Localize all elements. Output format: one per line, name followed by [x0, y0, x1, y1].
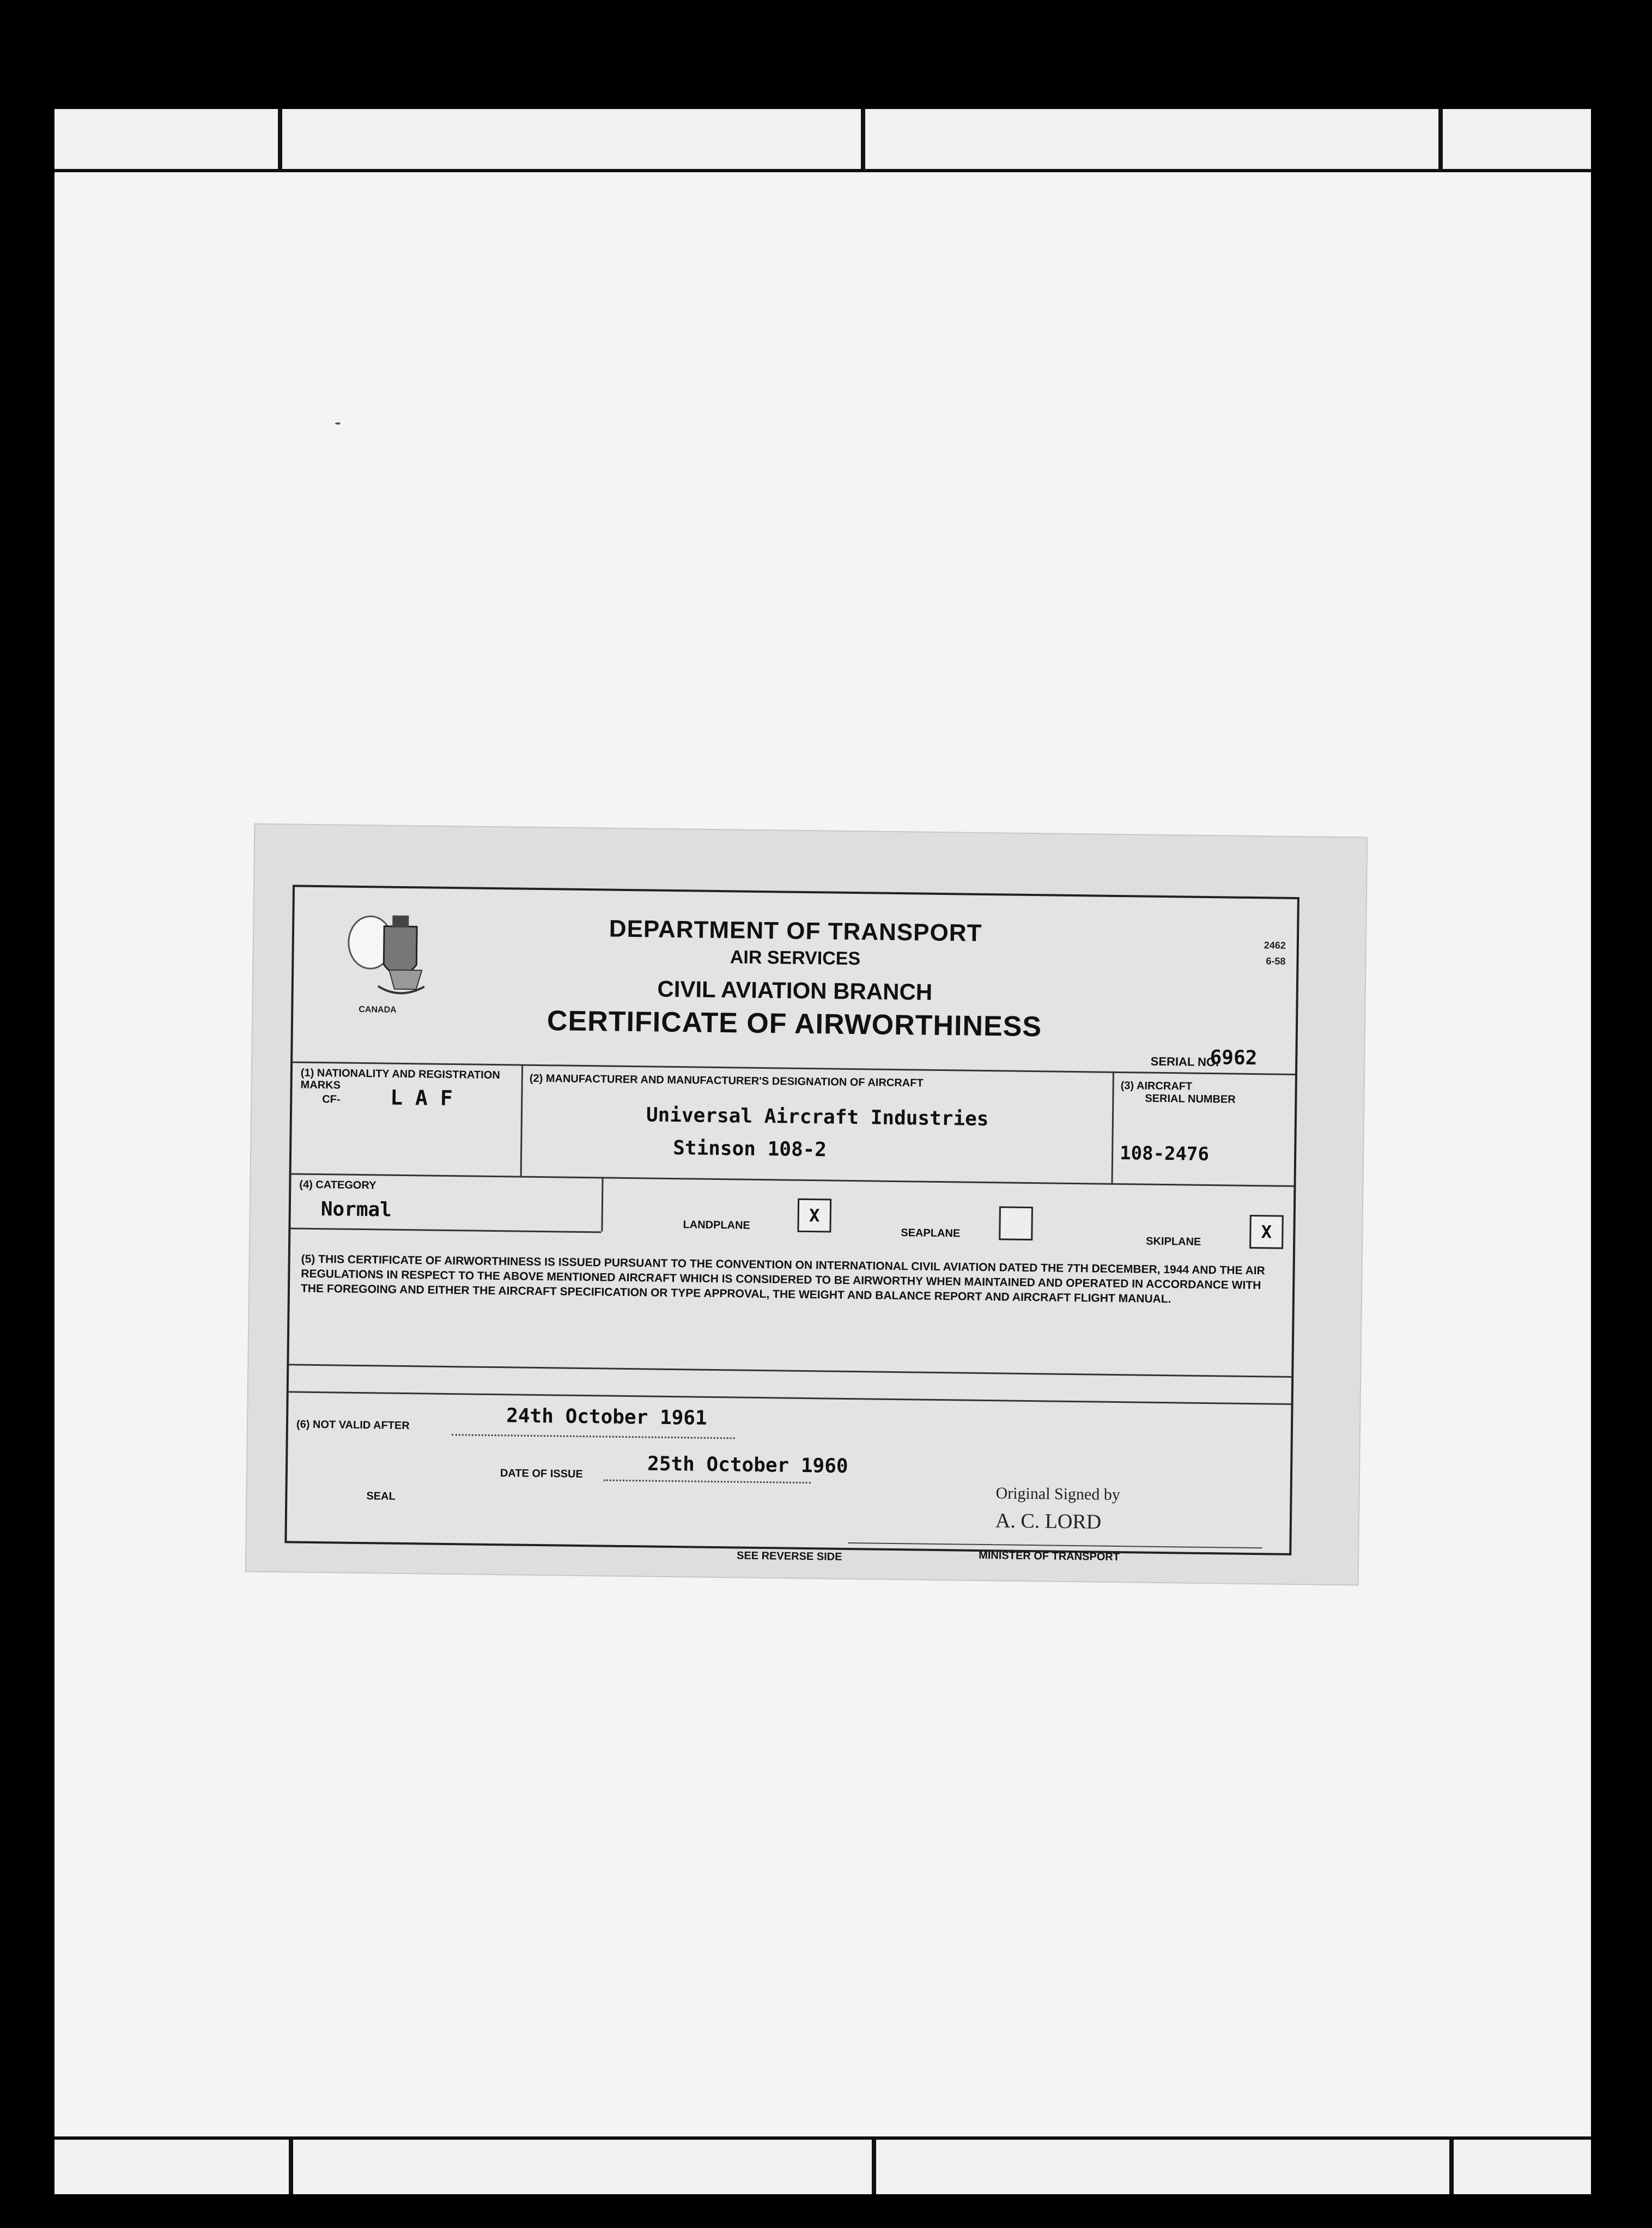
signature-line	[848, 1542, 1262, 1548]
see-reverse-note: SEE REVERSE SIDE	[736, 1549, 842, 1563]
frame-top-strip	[54, 109, 1591, 172]
landplane-label: LANDPLANE	[683, 1219, 750, 1232]
aircraft-serial-label-2: SERIAL NUMBER	[1145, 1092, 1236, 1106]
seaplane-checkbox	[999, 1206, 1033, 1240]
minister-label: MINISTER OF TRANSPORT	[979, 1549, 1120, 1564]
services-heading: AIR SERVICES	[730, 947, 861, 970]
divider	[289, 1364, 1291, 1377]
date-of-issue-label: DATE OF ISSUE	[500, 1467, 583, 1481]
seaplane-label: SEAPLANE	[901, 1227, 961, 1240]
certificate-title: CERTIFICATE OF AIRWORTHINESS	[546, 1005, 1042, 1043]
frame-divider	[1438, 109, 1443, 169]
signer-name: A. C. LORD	[995, 1509, 1102, 1534]
manufacturer-value: Universal Aircraft Industries	[646, 1104, 989, 1131]
divider	[1112, 1071, 1115, 1183]
category-value: Normal	[320, 1198, 392, 1221]
form-date: 6-58	[1266, 955, 1286, 967]
manufacturer-label: (2) MANUFACTURER AND MANUFACTURER'S DESIGNATION OF AIRCRAFT	[529, 1072, 924, 1089]
original-signed-note: Original Signed by	[995, 1484, 1121, 1504]
frame-divider	[278, 109, 282, 169]
landplane-checkbox: X	[797, 1198, 831, 1233]
frame-divider	[289, 2140, 293, 2194]
category-label: (4) CATEGORY	[299, 1178, 376, 1192]
divider	[601, 1177, 603, 1231]
skiplane-label: SKIPLANE	[1146, 1235, 1201, 1248]
divider	[520, 1064, 524, 1176]
aircraft-serial-label-1: (3) AIRCRAFT	[1120, 1080, 1193, 1093]
dust-speck	[335, 422, 341, 425]
divider	[290, 1227, 601, 1233]
nationality-label: (1) NATIONALITY AND REGISTRATION MARKS	[300, 1067, 500, 1092]
frame-bottom-strip	[54, 2136, 1591, 2194]
seal-label: SEAL	[366, 1490, 396, 1503]
date-of-issue-value: 25th October 1960	[647, 1452, 848, 1478]
aircraft-serial-value: 108-2476	[1119, 1142, 1210, 1166]
form-number-value: 2462	[1264, 940, 1286, 951]
not-valid-after-label: (6) NOT VALID AFTER	[296, 1418, 410, 1432]
divider	[289, 1391, 1291, 1404]
frame-divider	[861, 109, 865, 169]
frame-divider	[1449, 2140, 1454, 2194]
registration-marks: L A F	[390, 1085, 453, 1111]
frame-divider	[872, 2140, 876, 2194]
dotted-line	[604, 1479, 811, 1484]
department-heading: DEPARTMENT OF TRANSPORT	[609, 915, 982, 947]
divider	[291, 1173, 1294, 1186]
not-valid-after-value: 24th October 1961	[506, 1404, 707, 1430]
branch-heading: CIVIL AVIATION BRANCH	[657, 976, 933, 1005]
aircraft-model: Stinson 108-2	[672, 1137, 827, 1161]
dotted-line	[452, 1434, 735, 1439]
airworthiness-certificate	[246, 825, 1367, 1585]
serial-label: SERIAL NO.	[1150, 1054, 1219, 1069]
certificate-statement: (5) THIS CERTIFICATE OF AIRWORTHINESS IS ISSUED PURSUANT TO THE CONVENTION ON INTERNATIONAL CIVIL AVIATION DATED THE 7TH DECEMBER, 1944 AND THE AIR REGULATIONS IN RESPECT TO THE ABOVE MENTIONED AIRCRAFT WHICH IS CONSIDERED TO BE AIRWORTHY WHEN MAINTAINED AND OPERATED IN ACCORDANCE WITH THE FOREGOING AND EITHER THE AIRCRAFT SPECIFICATION OR TYPE APPROVAL, THE WEIGHT AND BALANCE REPORT AND AIRCRAFT FLIGHT MANUAL.	[300, 1252, 1265, 1305]
crest-label: CANADA	[359, 1004, 397, 1015]
serial-value: 6962	[1210, 1046, 1258, 1070]
skiplane-checkbox: X	[1249, 1215, 1284, 1249]
form-number	[1264, 940, 1286, 967]
registration-prefix: CF-	[322, 1093, 341, 1106]
